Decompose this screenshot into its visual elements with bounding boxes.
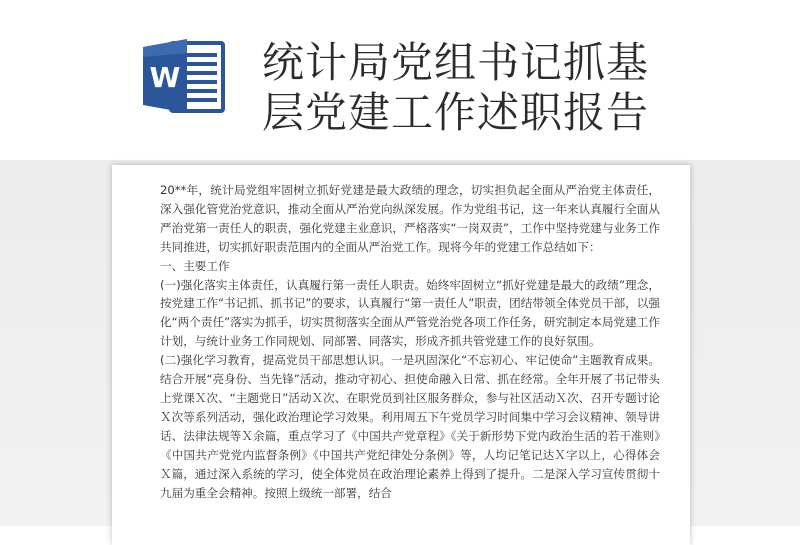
title-line-2: 层党建工作述职报告 — [262, 88, 650, 137]
title-line-1: 统计局党组书记抓基 — [262, 38, 650, 87]
paragraph-2: (二)强化学习教育，提高党员干部思想认识。一是巩固深化“不忘初心、牢记使命”主题教育成果。结合开展“亮身份、当先锋”活动，推动守初心、担使命融入日常、抓在经常。全年开展了书记带头上党课Ｘ次、“主题党日”活动Ｘ次、在职党员到社区服务群众，参与社区活动Ｘ次、召开专题讨论Ｘ次等系列活动，强化政治理论学习效果。利用周五下午党员学习时间集中学习会议精神、领导讲话、法律法规等Ｘ余篇，重点学习了《中国共产党章程》《关于新形势下党内政治生活的若干准则》《中国共产党党内监督条例》《中国共产党纪律处分条例》等，人均记笔记达Ｘ字以上，心得体会Ｘ篇，通过深入系统的学习，使全体党员在政治理论素养上得到了提升。二是深入学习宣传贯彻十九届为重全会精神。按照上级统一部署，结合 — [160, 353, 660, 500]
paragraph-1: (一)强化落实主体责任，认真履行第一责任人职责。始终牢固树立“抓好党建是最大的政绩”理念，按党建工作“书记抓、抓书记”的要求，认真履行“第一责任人”职责，团结带领全体党员干部，以强化“两个责任”落实为抓手，切实贯彻落实全面从严管党治党各项工作任务，研究制定本局党建工作计划，与统计业务工作同规划、同部署、同落实，形成齐抓共管党建工作的良好氛围。 — [160, 277, 660, 349]
paragraph-intro: 20**年，统计局党组牢固树立抓好党建是最大政绩的理念，切实担负起全面从严治党主体责任，深入强化管党治党意识，推动全面从严治党向纵深发展。作为党组书记，这一年来认真履行全面从严治党第一责任人的职责，强化党建主业意识，严格落实“一岗双责”，工作中坚持党建与业务工作共同推进，切实抓好职责范围内的全面从严治党工作。现将今年的党建工作总结如下： — [160, 183, 660, 254]
header — [0, 0, 800, 160]
document-body — [160, 181, 660, 502]
document-page — [112, 165, 690, 545]
word-icon-letter: W — [149, 61, 181, 94]
page-title — [262, 38, 782, 138]
section-heading: 一、主要工作 — [160, 258, 230, 273]
word-document-icon — [141, 33, 227, 119]
